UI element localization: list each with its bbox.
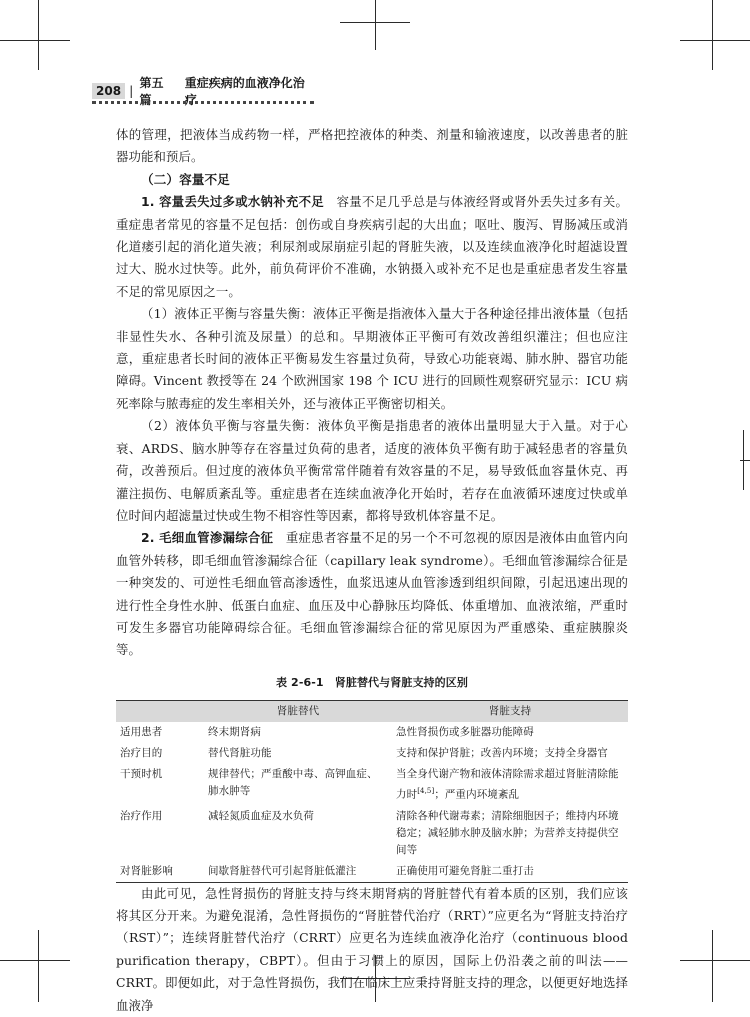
chapter-title: 重症疾病的血液净化治疗 — [184, 76, 305, 107]
page-body — [116, 124, 628, 1017]
table-row — [116, 861, 628, 883]
citation-ref: [4,5] — [417, 787, 435, 796]
header-separator: | — [129, 84, 134, 98]
crop-mark — [38, 0, 39, 70]
table-row — [116, 806, 628, 861]
crop-mark — [740, 460, 750, 461]
column-header: 肾脏支持 — [392, 701, 628, 723]
cell-text: ；严重内环境紊乱 — [434, 788, 520, 801]
table-cell: 间歇肾脏替代可引起肾脏低灌注 — [204, 861, 392, 883]
row-label: 对肾脏影响 — [116, 861, 204, 883]
paragraph — [116, 191, 628, 303]
row-label: 治疗目的 — [120, 747, 163, 760]
crop-mark — [680, 960, 750, 961]
table-cell — [392, 764, 628, 806]
cell-text: 当全身代谢产物和液体清除需求超过肾脏清除能力时 — [396, 768, 619, 801]
row-label: 干预时机 — [120, 768, 163, 781]
crop-mark — [712, 930, 713, 1002]
paragraph-lead: 2. 毛细血管渗漏综合征 — [141, 530, 274, 546]
table-row — [116, 722, 628, 743]
paragraph-text: 重症患者容量不足的另一个不可忽视的原因是液体由血管内向血管外转移，即毛细血管渗漏综合征（capillary leak syndrome）。毛细血管渗漏综合征是一种突发的、可逆性毛细血管高渗透性，血浆迅速从血管渗透到组织间隙，引起迅速出现的进行性全身性水肿、低蛋白血症、血压及中心静脉压均降低、体重增加、血液浓缩，严重时可发生多器官功能障碍综合征。毛细血管渗漏综合征的常见原因为严重感染、重症胰腺炎等。 — [116, 530, 628, 658]
crop-mark — [0, 960, 70, 961]
paragraph — [116, 527, 628, 661]
table-cell: 清除各种代谢毒素；清除细胞因子；维持内环境稳定；减轻肺水肿及脑水肿；为营养支持提供空间等 — [396, 809, 619, 856]
crop-mark — [38, 930, 39, 1002]
table-cell: 规律替代；严重酸中毒、高钾血症、肺水肿等 — [208, 768, 378, 798]
crop-mark — [375, 0, 376, 50]
paragraph: （1）液体正平衡与容量失衡：液体正平衡是指液体入量大于各种途径排出液体量（包括非显性失水、各种引流及尿量）的总和。早期液体正平衡可有效改善组织灌注；但也应注意，重症患者长时间的液体正平衡易发生容量过负荷，导致心功能衰竭、肺水肿、器官功能障碍。Vincent 教授等在 24 个欧洲国家 198 个 ICU 进行的回顾性观察研究显示：ICU 病死率除与脓毒症的发生率相关外，还与液体正平衡密切相关。 — [116, 306, 628, 411]
page-number: 208 — [92, 83, 125, 99]
crop-mark — [0, 40, 70, 41]
section-label: 第五篇 — [139, 76, 164, 107]
table-cell: 支持和保护肾脏；改善内环境；支持全身器官 — [396, 747, 608, 760]
table-row — [116, 743, 628, 764]
column-header: 肾脏替代 — [204, 701, 392, 723]
paragraph-text: 容量不足几乎总是与体液经肾或肾外丢失过多有关。重症患者常见的容量不足包括：创伤或自身疾病引起的大出血；呕吐、腹泻、胃肠减压或消化道瘘引起的消化道失液；利尿剂或尿崩症引起的肾脏失液，以及连续血液净化时超滤设置过大、脱水过快等。此外，前负荷评价不准确，水钠摄入或补充不足也是重症患者发生容量不足的常见原因之一。 — [116, 194, 628, 299]
running-header — [92, 76, 314, 107]
table-cell: 替代肾脏功能 — [208, 747, 272, 760]
table-cell: 终末期肾病 — [208, 726, 261, 739]
table-cell: 正确使用可避免肾脏二重打击 — [392, 861, 628, 883]
table-cell: 减轻氮质血症及水负荷 — [208, 809, 314, 822]
paragraph-lead: 1. 容量丢失过多或水钠补充不足 — [141, 194, 324, 210]
comparison-table — [116, 700, 628, 883]
crop-mark — [680, 40, 750, 41]
paragraph: （2）液体负平衡与容量失衡：液体负平衡是指患者的液体出量明显大于入量。对于心衰、ARDS、脑水肿等存在容量过负荷的患者，适度的液体负平衡有助于减轻患者的容量负荷，改善预后。但过度的液体负平衡常常伴随着有效容量的不足，易导致低血容量休克、再灌注损伤、电解质紊乱等。重症患者在连续血液净化开始时，若存在血液循环速度过快或单位时间内超滤量过快或生物不相容性等因素，都将导致机体容量不足。 — [116, 418, 628, 523]
paragraph: 体的管理，把液体当成药物一样，严格把控液体的种类、剂量和输液速度，以改善患者的脏器功能和预后。 — [116, 127, 628, 165]
row-label: 治疗作用 — [120, 809, 163, 822]
crop-mark — [743, 430, 744, 490]
subsection-heading: （二）容量不足 — [141, 171, 230, 187]
table-caption: 表 2-6-1 肾脏替代与肾脏支持的区别 — [276, 675, 468, 689]
table-header-row — [116, 701, 628, 723]
column-header — [116, 701, 204, 723]
row-label: 适用患者 — [120, 726, 163, 739]
header-dotted-rule — [92, 101, 314, 104]
crop-mark — [712, 0, 713, 70]
table-cell: 急性肾损伤或多脏器功能障碍 — [396, 726, 534, 739]
table-row — [116, 764, 628, 806]
paragraph: 由此可见，急性肾损伤的肾脏支持与终末期肾病的肾脏替代有着本质的区别，我们应该将其区分开来。为避免混淆，急性肾损伤的“肾脏替代治疗（RRT）”应更名为“肾脏支持治疗（RST）”；连续肾脏替代治疗（CRRT）应更名为连续血液净化治疗（continuous blood purification therapy，CBPT）。但由于习惯上的原因，国际上仍沿袭之前的叫法——CRRT。即便如此，对于急性肾损伤，我们在临床上应秉持肾脏支持的理念，以便更好地选择血液净 — [116, 885, 628, 1013]
